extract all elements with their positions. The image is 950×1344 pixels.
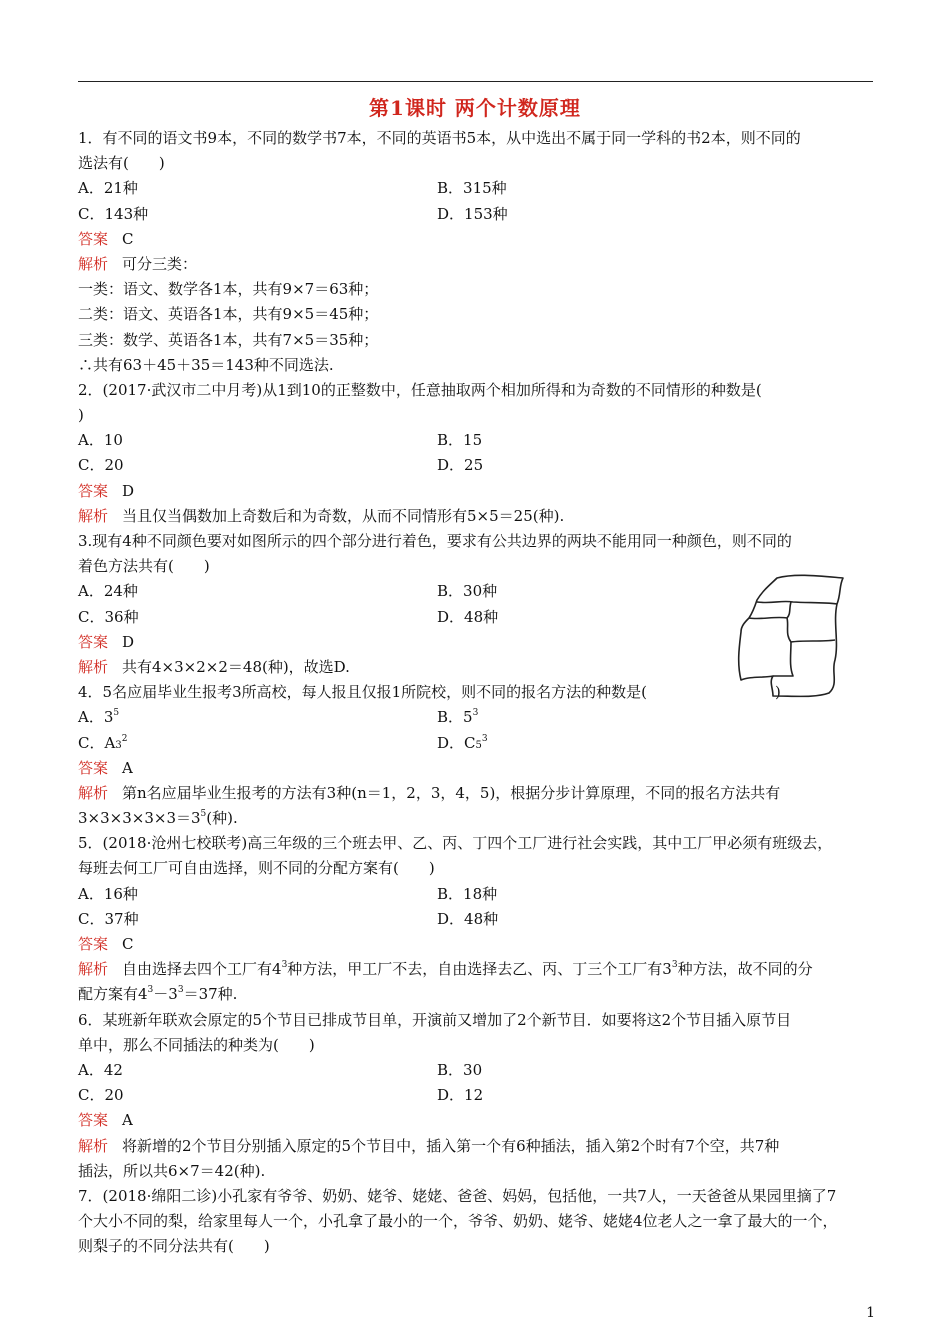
q2-stem-line-2: ) [78, 406, 84, 425]
analysis-text: 自由选择去四个工厂有4 [122, 960, 282, 979]
q6-options-cd [78, 1083, 878, 1108]
q4-option-c [78, 731, 437, 756]
q5-option-c: C．37种 [78, 909, 139, 928]
q6-option-c: C．20 [78, 1086, 124, 1105]
answer-label: 答案 [78, 481, 109, 500]
map-boundary-2 [749, 617, 835, 642]
exponent: 3 [281, 960, 288, 971]
option-text: C．A [78, 733, 116, 752]
q1-options-cd [78, 202, 878, 227]
analysis-text: (种). [206, 809, 238, 828]
option-text: B．5 [437, 708, 473, 727]
q4-options-ab [78, 705, 878, 730]
analysis-text: 种方法，甲工厂不去，自由选择去乙、丙、丁三个工厂有3 [287, 960, 672, 979]
subscript: 5 [475, 739, 482, 751]
answer-label: 答案 [78, 1111, 109, 1130]
exponent: 3 [671, 960, 678, 971]
q6-option-a: A．42 [78, 1060, 123, 1079]
q4-option-a [78, 705, 437, 730]
map-outline [739, 575, 843, 696]
q1-stem-line-1: 1．有不同的语文书9本，不同的数学书7本，不同的英语书5本，从中选出不属于同一学科的书2本，则不同的 [78, 129, 801, 147]
q1-analysis-line-3: 二类：语文、英语各1本，共有9×5＝45种； [78, 305, 379, 324]
q2-options-ab [78, 428, 878, 453]
analysis-label: 解析 [78, 506, 109, 525]
q1-analysis-line-4: 三类：数学、英语各1本，共有7×5＝35种； [78, 330, 379, 349]
q1-option-d: D．153种 [437, 204, 508, 223]
map-boundary-4 [773, 642, 793, 676]
answer-label: 答案 [78, 632, 109, 651]
q4-analysis-line-2 [78, 806, 878, 831]
answer-label: 答案 [78, 935, 109, 953]
subscript: 3 [115, 739, 122, 751]
q4-option-d [437, 731, 488, 756]
exponent: 3 [472, 708, 479, 719]
q7-stem-line-3: 则梨子的不同分法共有( ) [78, 1237, 270, 1256]
option-text: A．3 [78, 708, 114, 727]
analysis-label: 解析 [78, 657, 109, 676]
q1-answer [78, 227, 878, 252]
exponent: 3 [481, 733, 488, 744]
q4-analysis [78, 781, 878, 806]
q6-analysis [78, 1134, 878, 1159]
header-rule [78, 81, 873, 82]
option-text: D．C [437, 733, 476, 752]
q3-option-c: C．36种 [78, 607, 139, 626]
q2-option-a: A．10 [78, 431, 123, 450]
q4-option-b [437, 705, 478, 730]
q4-options-cd [78, 731, 878, 756]
q5-option-a: A．16种 [78, 884, 138, 903]
analysis-text: 种方法，故不同的分 [677, 960, 813, 979]
q6-options-ab [78, 1058, 878, 1083]
exponent: 2 [121, 733, 128, 744]
q4-answer [78, 756, 878, 781]
analysis-text: 可分三类： [122, 254, 198, 273]
q1-analysis-line-5: ∴共有63＋45＋35＝143种不同选法. [78, 355, 334, 374]
answer-value: A [122, 1111, 133, 1130]
analysis-text: 第n名应届毕业生报考的方法有3种(n＝1，2，3，4，5)，根据分步计算原理，不同的报名方法共有 [122, 783, 781, 802]
q5-options-ab [78, 882, 878, 907]
q6-stem-line-1: 6．某班新年联欢会原定的5个节目已排成节目单，开演前又增加了2个新节目．如要将这2个节目插入原节目 [78, 1010, 792, 1029]
q6-analysis-line-2: 插法，所以共6×7＝42(种). [78, 1161, 266, 1180]
q2-analysis [78, 504, 878, 529]
q5-stem-line-1: 5．(2018·沧州七校联考)高三年级的三个班去甲、乙、丙、丁四个工厂进行社会实践，其中工厂甲必须有班级去， [78, 834, 833, 853]
analysis-text: 共有4×3×2×2＝48(种)，故选D. [122, 657, 350, 676]
q1-options-ab [78, 176, 878, 201]
q2-stem-line-1: 2．(2017·武汉市二中月考)从1到10的正整数中，任意抽取两个相加所得和为奇数的不同情形的种数是( [78, 380, 762, 399]
analysis-label: 解析 [78, 960, 109, 979]
q7-stem-line-1: 7．(2018·绵阳二诊)小孔家有爷爷、奶奶、姥爷、姥姥、爸爸、妈妈，包括他，一共7人，一天爸爸从果园里摘了7 [78, 1186, 837, 1205]
answer-value: D [122, 632, 135, 651]
q1-option-c: C．143种 [78, 204, 149, 223]
q3-option-b: B．30种 [437, 582, 498, 601]
q3-map-figure [735, 572, 870, 700]
q5-analysis [78, 957, 878, 982]
q7-stem-line-2: 个大小不同的梨，给家里每人一个，小孔拿了最小的一个，爷爷、奶奶、姥爷、姥姥4位老人之一拿了最大的一个， [78, 1212, 838, 1231]
q5-option-d: D．48种 [437, 909, 499, 928]
answer-label: 答案 [78, 229, 109, 248]
q2-option-d: D．25 [437, 456, 484, 475]
q5-stem-line-2: 每班去何工厂可自由选择，则不同的分配方案有( ) [78, 859, 435, 878]
q1-option-b: B．315种 [437, 179, 507, 198]
q6-option-d: D．12 [437, 1086, 484, 1105]
analysis-label: 解析 [78, 254, 109, 273]
analysis-text: 配方案有4 [78, 985, 148, 1004]
q4-stem-paren: ) [775, 683, 781, 702]
exponent: 3 [177, 985, 184, 996]
analysis-text: 3×3×3×3×3＝3 [78, 809, 201, 828]
q6-stem-line-2: 单中，那么不同插法的种类为( ) [78, 1035, 315, 1054]
q1-analysis-line-2: 一类：语文、数学各1本，共有9×7＝63种； [78, 280, 379, 299]
q5-analysis-line-2 [78, 982, 878, 1007]
q3-option-d: D．48种 [437, 607, 499, 626]
analysis-label: 解析 [78, 1136, 109, 1155]
q2-option-b: B．15 [437, 431, 483, 450]
q5-options-cd [78, 907, 878, 932]
q6-answer [78, 1108, 878, 1133]
answer-value: C [122, 935, 134, 953]
q1-analysis [78, 252, 878, 277]
q4-stem-text: 4．5名应届毕业生报考3所高校，每人报且仅报1所院校，则不同的报名方法的种数是( [78, 683, 648, 702]
page-title: 第1课时 两个计数原理 [369, 96, 581, 120]
analysis-text: 当且仅当偶数加上奇数后和为奇数，从而不同情形有5×5＝25(种). [122, 506, 565, 525]
answer-label: 答案 [78, 758, 109, 777]
answer-value: A [122, 758, 133, 777]
analysis-text: －3 [153, 985, 178, 1004]
q5-option-b: B．18种 [437, 884, 498, 903]
exponent: 3 [147, 985, 154, 996]
map-boundary-3 [787, 602, 791, 618]
q1-option-a: A．21种 [78, 179, 138, 198]
map-boundary-1 [757, 601, 837, 604]
q6-option-b: B．30 [437, 1060, 483, 1079]
q3-stem-line-1: 3.现有4种不同颜色要对如图所示的四个部分进行着色，要求有公共边界的两块不能用同一种颜色，则不同的 [78, 532, 792, 550]
analysis-text: 将新增的2个节目分别插入原定的5个节目中，插入第一个有6种插法，插入第2个时有7个空，共7种 [122, 1136, 780, 1155]
exponent: 5 [200, 809, 207, 820]
answer-value: D [122, 481, 135, 500]
analysis-label: 解析 [78, 783, 109, 802]
q5-answer [78, 932, 878, 957]
answer-value: C [122, 229, 134, 248]
q3-stem-line-2: 着色方法共有( ) [78, 557, 210, 576]
q3-option-a: A．24种 [78, 582, 138, 601]
q2-answer [78, 479, 878, 504]
q2-options-cd [78, 453, 878, 478]
exponent: 5 [113, 708, 120, 719]
page-number: 1 [866, 1305, 875, 1321]
q1-stem-line-2: 选法有( ) [78, 154, 165, 173]
analysis-text: ＝37种. [183, 985, 238, 1004]
q2-option-c: C．20 [78, 456, 124, 475]
